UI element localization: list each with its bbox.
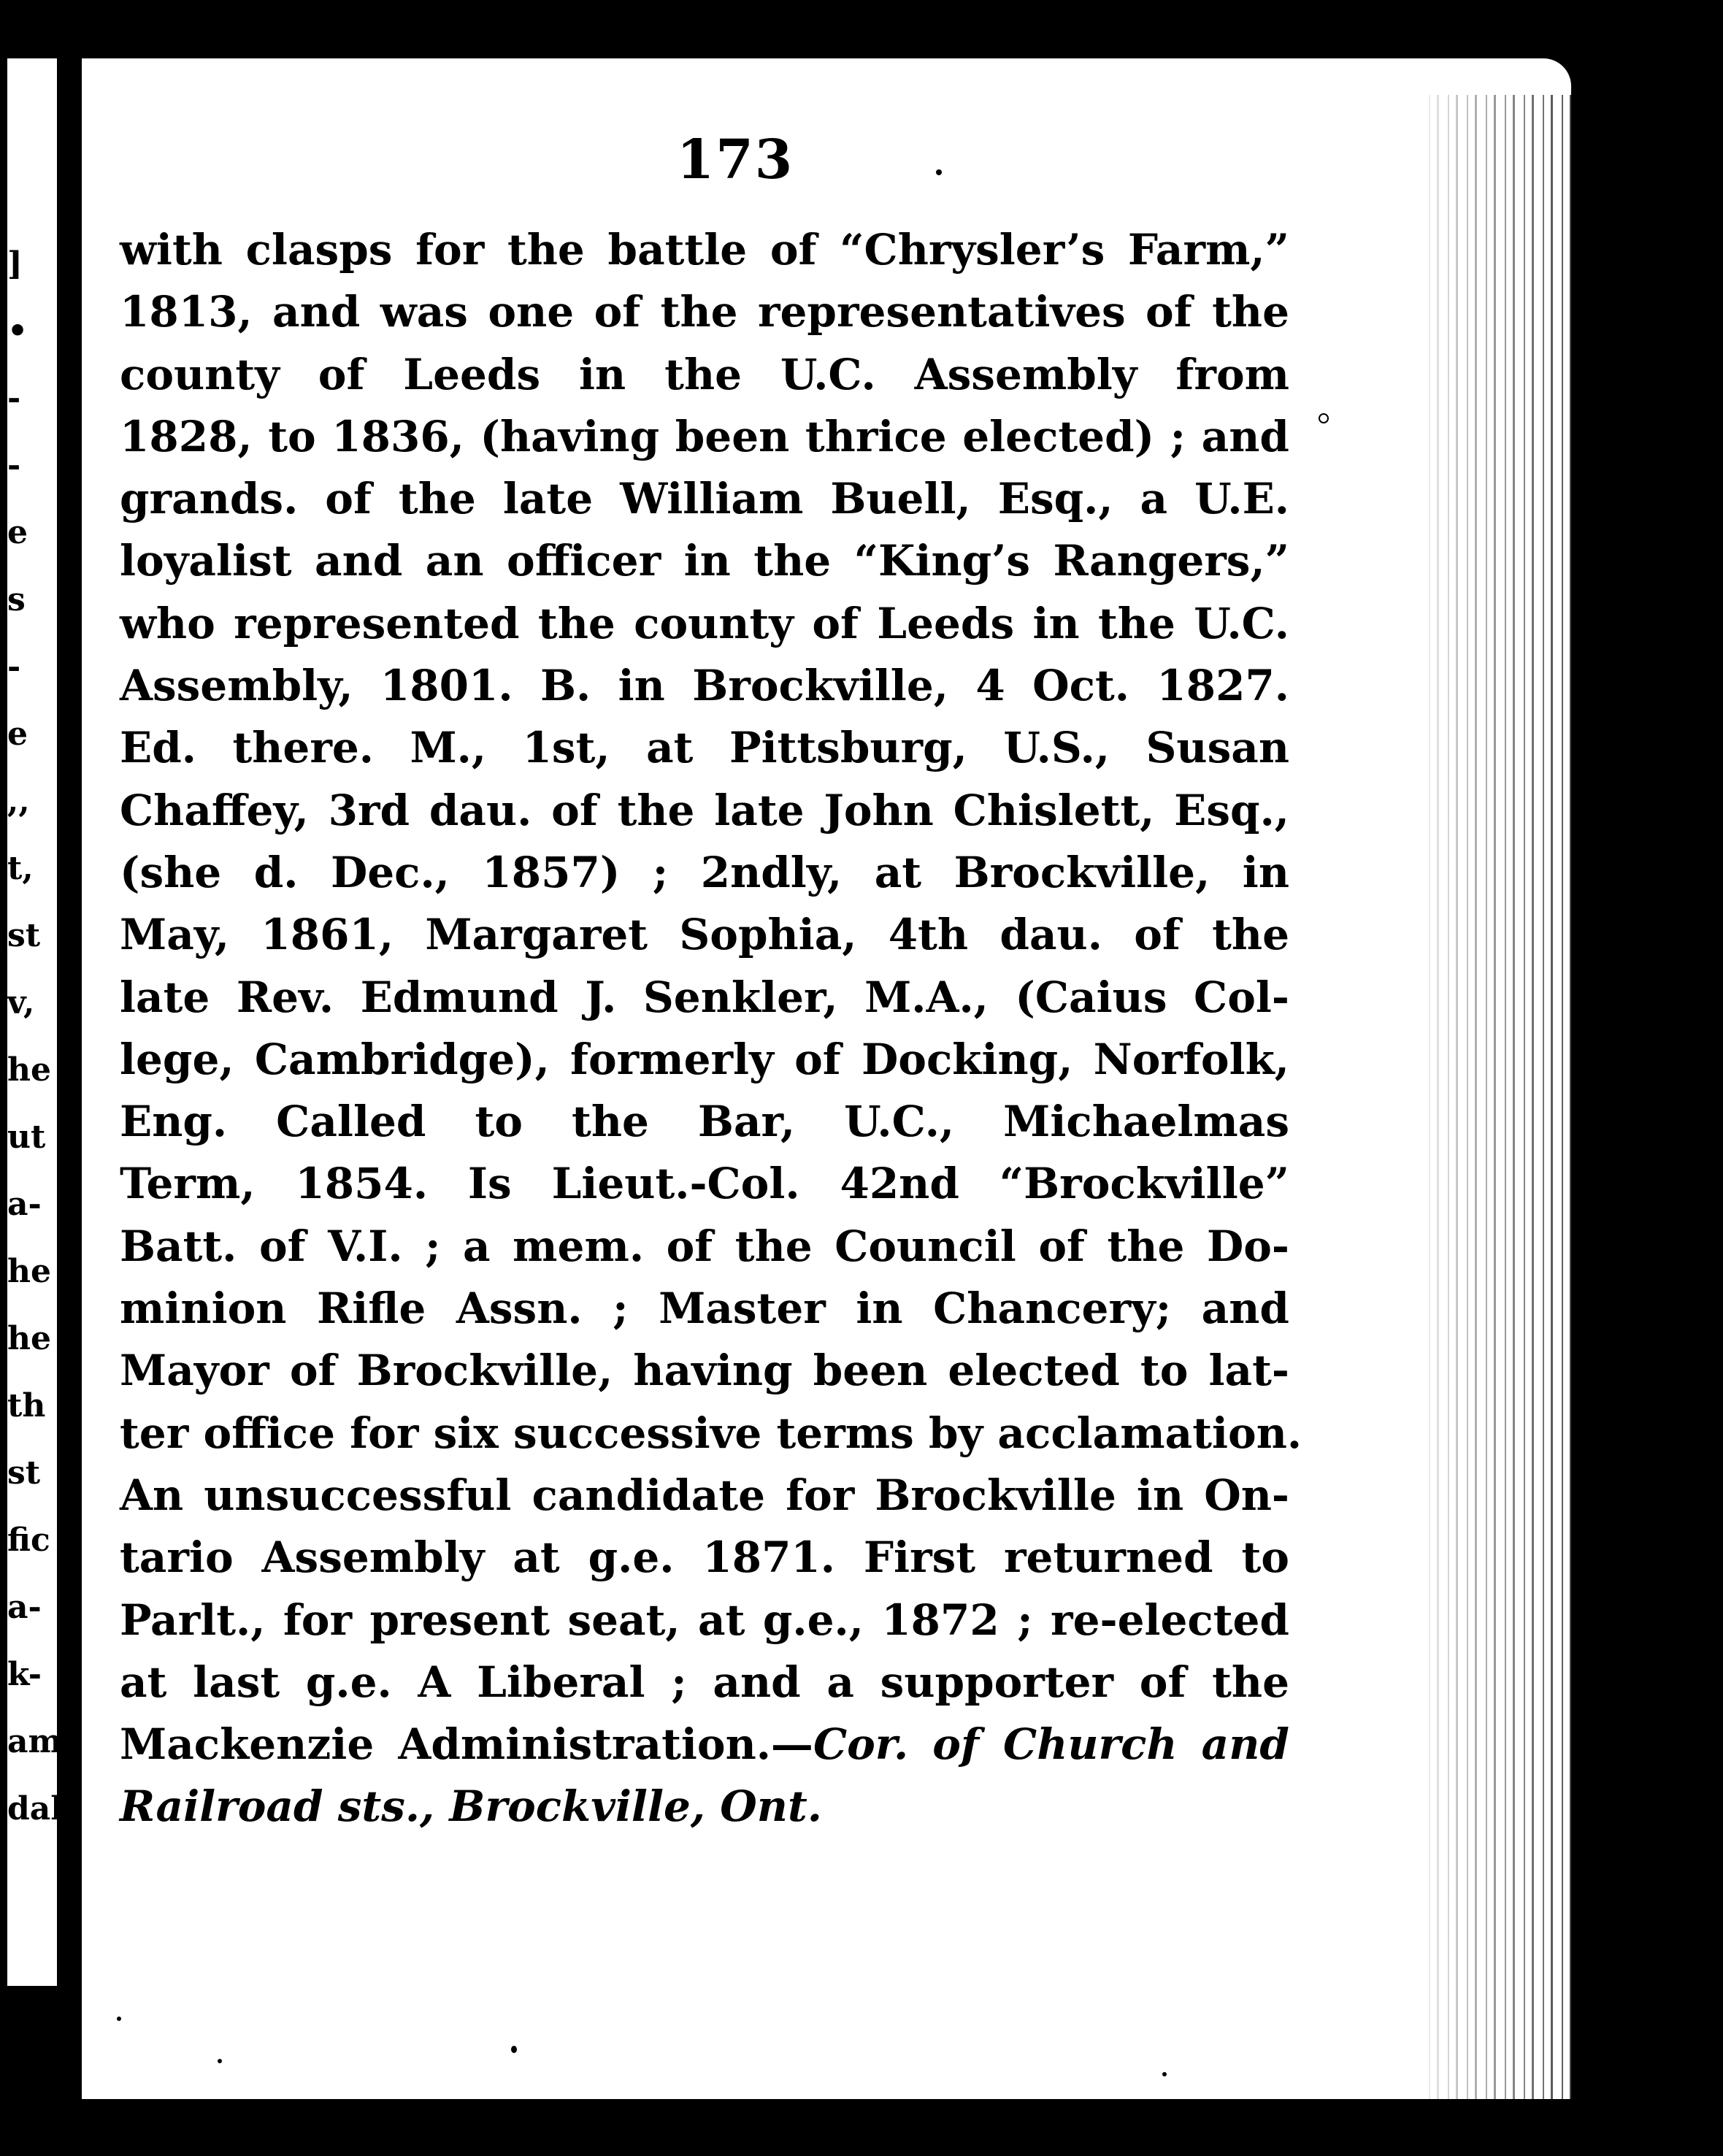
text-line-content: grands. of the late William Buell, Esq., a U.E. [120,474,1289,524]
left-margin-fragment: a- [7,1589,42,1626]
text-line [120,344,1289,406]
text-line [120,967,1289,1029]
text-line [120,1714,1289,1776]
left-margin-fragment: am [7,1723,63,1760]
text-line [120,904,1289,966]
left-margin-fragment: dal [7,1790,63,1827]
text-line-content: who represented the county of Leeds in the U.C. [120,598,1289,648]
text-line-content: Eng. Called to the Bar, U.C., Michaelmas [120,1097,1289,1147]
text-line [120,1278,1289,1340]
speck [218,2059,222,2063]
left-margin-fragment: - [7,648,21,686]
speck [1162,2072,1167,2076]
text-line [120,1776,1289,1838]
text-line [120,468,1289,530]
left-margin-fragment: k- [7,1656,42,1693]
text-line-content: May, 1861, Margaret Sophia, 4th dau. of the [120,910,1289,960]
text-line-content: with clasps for the battle of “Chrysler’s Farm,” [120,225,1289,275]
text-line [120,842,1289,904]
left-margin-fragment: he [7,1253,51,1290]
text-line [120,1589,1289,1651]
text-line-content: loyalist and an officer in the “King’s Rangers,” [120,536,1289,586]
left-margin-fragment: st [7,917,41,954]
left-margin-fragment: • [7,312,28,350]
text-line [120,780,1289,842]
book-page [82,58,1571,2099]
text-line-content: Chaffey, 3rd dau. of the late John Chislett, Esq., [120,785,1289,835]
text-line [120,1403,1302,1465]
text-line [120,717,1289,779]
left-margin-fragment: v, [7,984,35,1021]
left-margin-fragment: th [7,1387,46,1424]
italic-address-text: Cor. of Church and [813,1719,1289,1770]
speck [1319,413,1329,423]
text-line-content: Ed. there. M., 1st, at Pittsburg, U.S., Susan [120,723,1289,773]
page-number: 173 [676,128,794,191]
left-margin-fragment: e [7,514,28,551]
text-line-content: county of Leeds in the U.C. Assembly from [120,349,1289,399]
text-line [120,1029,1289,1091]
left-margin-fragment: he [7,1320,51,1357]
text-line [120,1091,1289,1153]
text-line [120,1153,1289,1215]
left-page-sliver [7,58,63,1986]
left-margin-fragment: s [7,581,26,618]
left-margin-fragment: a- [7,1186,42,1223]
text-line-content: tario Assembly at g.e. 1871. First returned to [120,1532,1289,1583]
left-margin-fragment: t, [7,850,34,887]
italic-address-text: Railroad sts., Brockville, Ont. [120,1781,822,1832]
left-margin-fragment: - [7,380,21,417]
text-line-content: Parlt., for present seat, at g.e., 1872 ; re-elected [120,1595,1289,1645]
text-line [120,1465,1289,1527]
text-line [120,655,1289,717]
text-line-content: Term, 1854. Is Lieut.-Col. 42nd “Brockville” [120,1159,1289,1209]
body-text [120,219,1302,1838]
text-line-content: Mackenzie Administration.— [120,1719,813,1770]
speck [117,2017,121,2021]
left-margin-fragment: ] [7,245,23,283]
text-line-content: Batt. of V.I. ; a mem. of the Council of the Do- [120,1221,1289,1271]
text-line-content: Mayor of Brockville, having been elected to lat- [120,1346,1289,1396]
text-line [120,219,1289,281]
text-line [120,1340,1289,1402]
speck [936,169,942,175]
text-line-content: (she d. Dec., 1857) ; 2ndly, at Brockville, in [120,847,1289,897]
text-line [120,1651,1289,1714]
text-line [120,593,1289,655]
speck [511,2046,517,2053]
text-line-content: An unsuccessful candidate for Brockville in On- [120,1470,1289,1520]
text-line-content: Assembly, 1801. B. in Brockville, 4 Oct. 1827. [120,661,1289,711]
text-line-content: lege, Cambridge), formerly of Docking, Norfolk, [120,1034,1289,1084]
left-margin-fragment: he [7,1051,51,1089]
text-line [120,406,1289,468]
left-margin-fragment: st [7,1454,41,1492]
text-line-content: late Rev. Edmund J. Senkler, M.A., (Caius Col- [120,972,1289,1022]
text-line [120,1216,1289,1278]
left-margin-fragment: ,, [7,783,30,820]
text-line [120,281,1289,343]
text-line [120,1527,1289,1589]
text-line-content: 1813, and was one of the representatives of the [120,287,1289,337]
text-line-content: ter office for six successive terms by acclamation. [120,1408,1302,1458]
text-line [120,530,1289,592]
left-margin-fragment: fic [7,1522,50,1559]
text-line-content: minion Rifle Assn. ; Master in Chancery; and [120,1284,1289,1334]
text-line-content: at last g.e. A Liberal ; and a supporter of the [120,1657,1289,1707]
left-margin-fragment: - [7,447,21,484]
left-margin-fragment: e [7,716,28,753]
text-line-content: 1828, to 1836, (having been thrice elected) ; and [120,411,1289,461]
left-margin-fragment: ut [7,1119,46,1156]
